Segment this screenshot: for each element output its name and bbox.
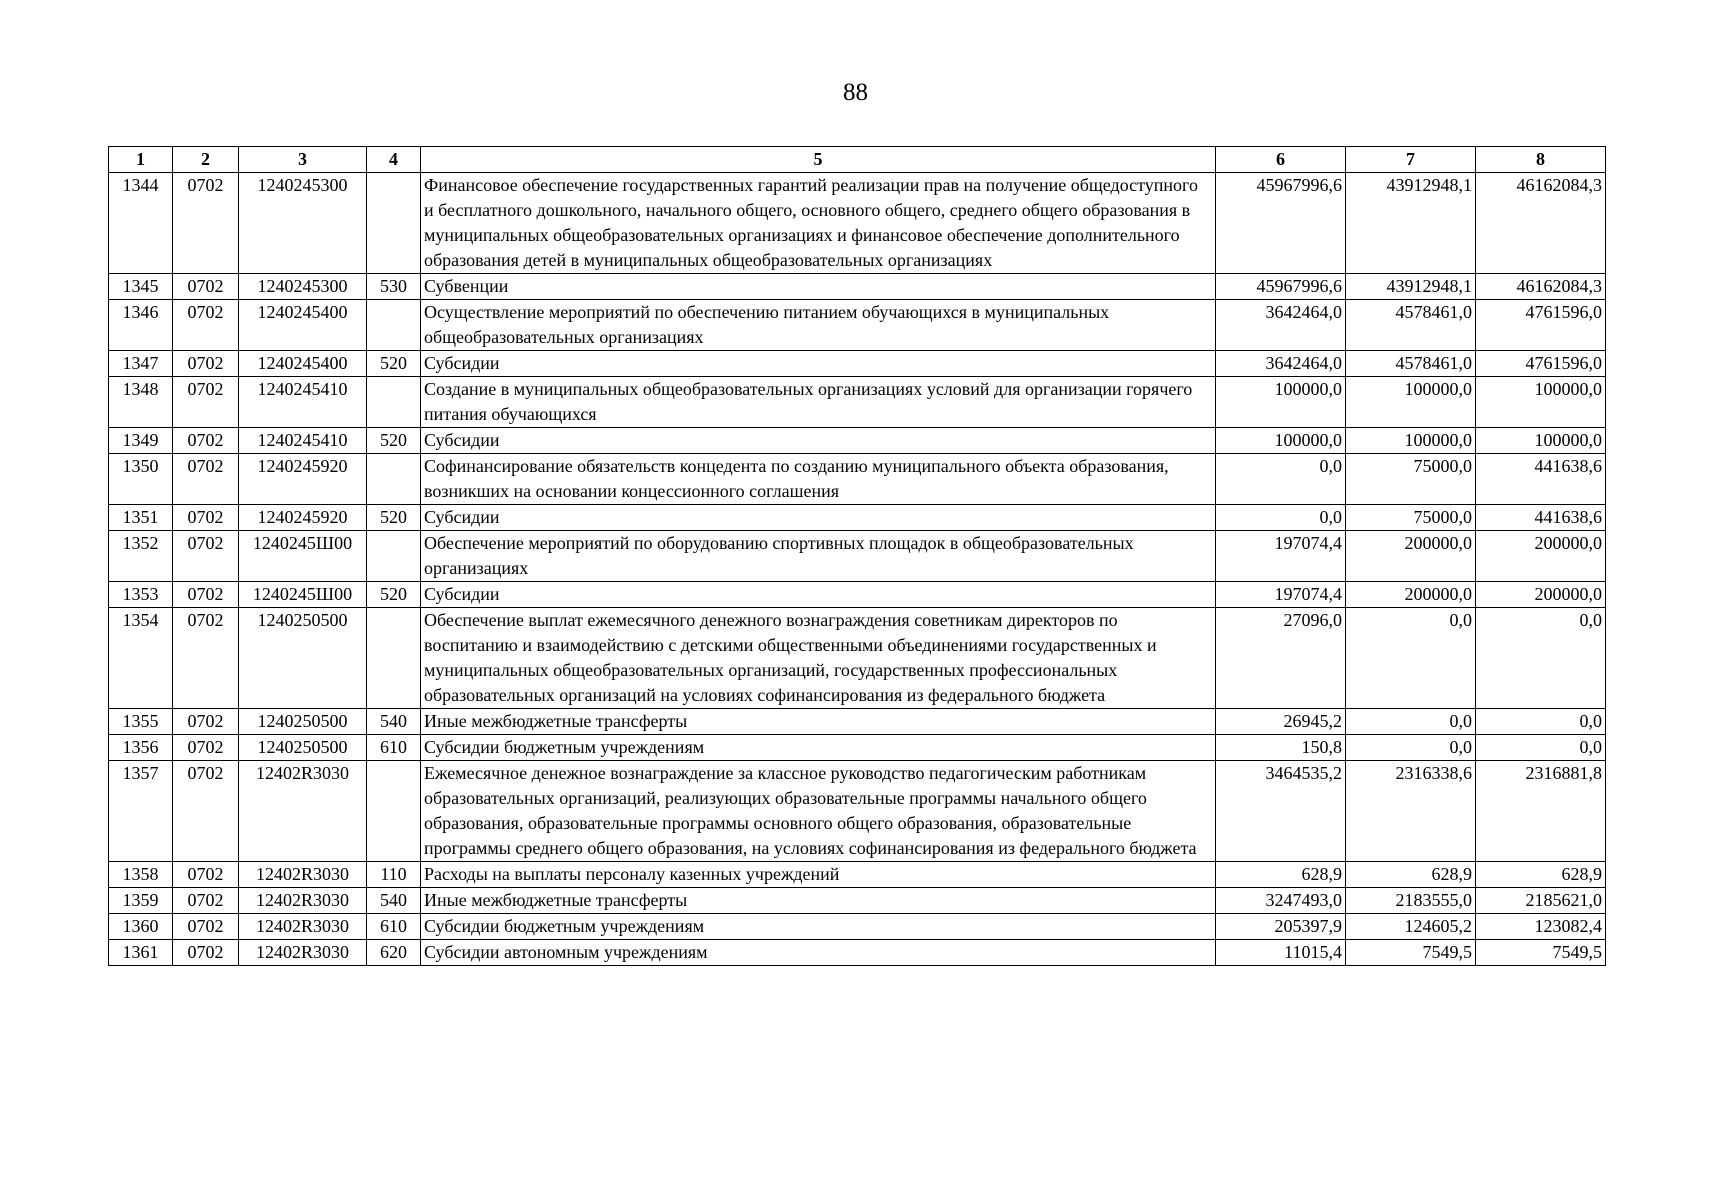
amount-col7: 100000,0 bbox=[1346, 428, 1476, 454]
row-number: 1356 bbox=[109, 735, 173, 761]
header-cell: 4 bbox=[367, 147, 421, 173]
amount-col7: 0,0 bbox=[1346, 608, 1476, 709]
amount-col8: 46162084,3 bbox=[1476, 173, 1606, 274]
target-code: 1240245300 bbox=[239, 173, 367, 274]
amount-col6: 0,0 bbox=[1216, 505, 1346, 531]
row-number: 1361 bbox=[109, 940, 173, 966]
target-code: 1240245300 bbox=[239, 274, 367, 300]
section-code: 0702 bbox=[173, 274, 239, 300]
target-code: 1240250500 bbox=[239, 709, 367, 735]
amount-col6: 3642464,0 bbox=[1216, 351, 1346, 377]
amount-col6: 205397,9 bbox=[1216, 914, 1346, 940]
target-code: 1240245410 bbox=[239, 377, 367, 428]
amount-col6: 197074,4 bbox=[1216, 531, 1346, 582]
amount-col6: 26945,2 bbox=[1216, 709, 1346, 735]
amount-col7: 124605,2 bbox=[1346, 914, 1476, 940]
amount-col6: 3464535,2 bbox=[1216, 761, 1346, 862]
header-cell: 6 bbox=[1216, 147, 1346, 173]
section-code: 0702 bbox=[173, 377, 239, 428]
page-number: 88 bbox=[843, 79, 868, 106]
amount-col8: 0,0 bbox=[1476, 608, 1606, 709]
amount-col8: 628,9 bbox=[1476, 862, 1606, 888]
amount-col6: 197074,4 bbox=[1216, 582, 1346, 608]
table-row bbox=[109, 709, 1606, 735]
row-number: 1352 bbox=[109, 531, 173, 582]
header-cell: 1 bbox=[109, 147, 173, 173]
row-number: 1355 bbox=[109, 709, 173, 735]
amount-col7: 75000,0 bbox=[1346, 454, 1476, 505]
target-code: 1240245400 bbox=[239, 351, 367, 377]
amount-col7: 2183555,0 bbox=[1346, 888, 1476, 914]
target-code: 1240245920 bbox=[239, 454, 367, 505]
section-code: 0702 bbox=[173, 454, 239, 505]
amount-col8: 0,0 bbox=[1476, 709, 1606, 735]
amount-col8: 123082,4 bbox=[1476, 914, 1606, 940]
amount-col6: 100000,0 bbox=[1216, 377, 1346, 428]
table-header-row bbox=[109, 147, 1606, 173]
row-description: Расходы на выплаты персоналу казенных учреждений bbox=[421, 862, 1216, 888]
header-cell: 5 bbox=[421, 147, 1216, 173]
target-code: 1240245410 bbox=[239, 428, 367, 454]
row-description: Иные межбюджетные трансферты bbox=[421, 888, 1216, 914]
expense-type-code: 540 bbox=[367, 709, 421, 735]
amount-col6: 0,0 bbox=[1216, 454, 1346, 505]
expense-type-code bbox=[367, 761, 421, 862]
amount-col8: 100000,0 bbox=[1476, 377, 1606, 428]
row-number: 1353 bbox=[109, 582, 173, 608]
row-description: Софинансирование обязательств концедента по созданию муниципального объекта образования, возникших на основании концессионного соглашения bbox=[421, 454, 1216, 505]
row-number: 1347 bbox=[109, 351, 173, 377]
expense-type-code bbox=[367, 300, 421, 351]
expense-type-code: 610 bbox=[367, 914, 421, 940]
amount-col8: 46162084,3 bbox=[1476, 274, 1606, 300]
amount-col7: 43912948,1 bbox=[1346, 274, 1476, 300]
row-number: 1345 bbox=[109, 274, 173, 300]
table-row bbox=[109, 940, 1606, 966]
amount-col7: 43912948,1 bbox=[1346, 173, 1476, 274]
row-description: Субсидии bbox=[421, 582, 1216, 608]
amount-col6: 11015,4 bbox=[1216, 940, 1346, 966]
section-code: 0702 bbox=[173, 608, 239, 709]
section-code: 0702 bbox=[173, 505, 239, 531]
table-row bbox=[109, 888, 1606, 914]
amount-col8: 441638,6 bbox=[1476, 454, 1606, 505]
row-description: Субсидии бюджетным учреждениям bbox=[421, 735, 1216, 761]
row-number: 1344 bbox=[109, 173, 173, 274]
target-code: 1240245920 bbox=[239, 505, 367, 531]
table-row bbox=[109, 428, 1606, 454]
section-code: 0702 bbox=[173, 300, 239, 351]
amount-col8: 2185621,0 bbox=[1476, 888, 1606, 914]
target-code: 1240245Ш00 bbox=[239, 582, 367, 608]
expense-type-code: 520 bbox=[367, 582, 421, 608]
row-description: Субсидии bbox=[421, 505, 1216, 531]
table-row bbox=[109, 377, 1606, 428]
row-description: Осуществление мероприятий по обеспечению питанием обучающихся в муниципальных общеобразовательных организациях bbox=[421, 300, 1216, 351]
row-number: 1348 bbox=[109, 377, 173, 428]
amount-col6: 45967996,6 bbox=[1216, 274, 1346, 300]
target-code: 12402R3030 bbox=[239, 888, 367, 914]
expense-type-code bbox=[367, 531, 421, 582]
row-number: 1354 bbox=[109, 608, 173, 709]
row-number: 1358 bbox=[109, 862, 173, 888]
amount-col6: 45967996,6 bbox=[1216, 173, 1346, 274]
expense-type-code bbox=[367, 173, 421, 274]
row-description: Иные межбюджетные трансферты bbox=[421, 709, 1216, 735]
amount-col6: 150,8 bbox=[1216, 735, 1346, 761]
row-description: Субвенции bbox=[421, 274, 1216, 300]
expense-type-code bbox=[367, 454, 421, 505]
row-number: 1359 bbox=[109, 888, 173, 914]
amount-col7: 0,0 bbox=[1346, 709, 1476, 735]
table-row bbox=[109, 761, 1606, 862]
expense-type-code: 110 bbox=[367, 862, 421, 888]
section-code: 0702 bbox=[173, 735, 239, 761]
table-row bbox=[109, 582, 1606, 608]
expense-type-code: 520 bbox=[367, 428, 421, 454]
section-code: 0702 bbox=[173, 531, 239, 582]
row-number: 1350 bbox=[109, 454, 173, 505]
table-row bbox=[109, 274, 1606, 300]
target-code: 12402R3030 bbox=[239, 940, 367, 966]
row-description: Субсидии автономным учреждениям bbox=[421, 940, 1216, 966]
amount-col7: 200000,0 bbox=[1346, 582, 1476, 608]
header-cell: 8 bbox=[1476, 147, 1606, 173]
table-row bbox=[109, 351, 1606, 377]
section-code: 0702 bbox=[173, 862, 239, 888]
section-code: 0702 bbox=[173, 914, 239, 940]
amount-col8: 4761596,0 bbox=[1476, 351, 1606, 377]
header-cell: 3 bbox=[239, 147, 367, 173]
amount-col8: 200000,0 bbox=[1476, 531, 1606, 582]
section-code: 0702 bbox=[173, 428, 239, 454]
section-code: 0702 bbox=[173, 351, 239, 377]
expense-type-code: 520 bbox=[367, 505, 421, 531]
amount-col8: 4761596,0 bbox=[1476, 300, 1606, 351]
section-code: 0702 bbox=[173, 709, 239, 735]
table-row bbox=[109, 608, 1606, 709]
expense-type-code bbox=[367, 608, 421, 709]
row-description: Финансовое обеспечение государственных гарантий реализации прав на получение общедоступного и бесплатного дошкольного, начального общего, основного общего, среднего общего образования в муниципальных общеобразовательных организациях и финансовое обеспечение дополнительного образования детей в муниципальных общеобразовательных организациях bbox=[421, 173, 1216, 274]
section-code: 0702 bbox=[173, 940, 239, 966]
row-description: Субсидии бюджетным учреждениям bbox=[421, 914, 1216, 940]
section-code: 0702 bbox=[173, 173, 239, 274]
row-number: 1357 bbox=[109, 761, 173, 862]
target-code: 12402R3030 bbox=[239, 862, 367, 888]
amount-col7: 75000,0 bbox=[1346, 505, 1476, 531]
expense-type-code bbox=[367, 377, 421, 428]
header-cell: 7 bbox=[1346, 147, 1476, 173]
target-code: 1240250500 bbox=[239, 608, 367, 709]
amount-col6: 3247493,0 bbox=[1216, 888, 1346, 914]
row-description: Обеспечение мероприятий по оборудованию спортивных площадок в общеобразовательных организациях bbox=[421, 531, 1216, 582]
budget-table bbox=[108, 146, 1606, 966]
expense-type-code: 520 bbox=[367, 351, 421, 377]
target-code: 1240245400 bbox=[239, 300, 367, 351]
amount-col7: 0,0 bbox=[1346, 735, 1476, 761]
row-number: 1346 bbox=[109, 300, 173, 351]
row-description: Создание в муниципальных общеобразовательных организациях условий для организации горячего питания обучающихся bbox=[421, 377, 1216, 428]
table-row bbox=[109, 454, 1606, 505]
table-body bbox=[109, 173, 1606, 966]
amount-col8: 441638,6 bbox=[1476, 505, 1606, 531]
expense-type-code: 540 bbox=[367, 888, 421, 914]
expense-type-code: 610 bbox=[367, 735, 421, 761]
table-row bbox=[109, 173, 1606, 274]
amount-col7: 4578461,0 bbox=[1346, 351, 1476, 377]
amount-col7: 7549,5 bbox=[1346, 940, 1476, 966]
target-code: 1240250500 bbox=[239, 735, 367, 761]
table-row bbox=[109, 505, 1606, 531]
expense-type-code: 620 bbox=[367, 940, 421, 966]
amount-col6: 100000,0 bbox=[1216, 428, 1346, 454]
table-row bbox=[109, 531, 1606, 582]
table-row bbox=[109, 735, 1606, 761]
section-code: 0702 bbox=[173, 888, 239, 914]
row-number: 1351 bbox=[109, 505, 173, 531]
section-code: 0702 bbox=[173, 761, 239, 862]
amount-col8: 100000,0 bbox=[1476, 428, 1606, 454]
target-code: 12402R3030 bbox=[239, 761, 367, 862]
amount-col7: 628,9 bbox=[1346, 862, 1476, 888]
row-description: Ежемесячное денежное вознаграждение за классное руководство педагогическим работникам образовательных организаций, реализующих образовательные программы начального общего образования, образовательные программы основного общего образования, образовательные программы среднего общего образования, на условиях софинансирования из федерального бюджета bbox=[421, 761, 1216, 862]
row-description: Обеспечение выплат ежемесячного денежного вознаграждения советникам директоров по воспитанию и взаимодействию с детскими общественными объединениями государственных и муниципальных общеобразовательных организаций, государственных профессиональных образовательных организаций на условиях софинансирования из федерального бюджета bbox=[421, 608, 1216, 709]
expense-type-code: 530 bbox=[367, 274, 421, 300]
amount-col7: 200000,0 bbox=[1346, 531, 1476, 582]
table-row bbox=[109, 862, 1606, 888]
table-row bbox=[109, 300, 1606, 351]
table-row bbox=[109, 914, 1606, 940]
amount-col8: 0,0 bbox=[1476, 735, 1606, 761]
amount-col6: 628,9 bbox=[1216, 862, 1346, 888]
amount-col7: 4578461,0 bbox=[1346, 300, 1476, 351]
amount-col6: 27096,0 bbox=[1216, 608, 1346, 709]
header-cell: 2 bbox=[173, 147, 239, 173]
target-code: 1240245Ш00 bbox=[239, 531, 367, 582]
amount-col7: 2316338,6 bbox=[1346, 761, 1476, 862]
amount-col8: 7549,5 bbox=[1476, 940, 1606, 966]
amount-col8: 2316881,8 bbox=[1476, 761, 1606, 862]
amount-col8: 200000,0 bbox=[1476, 582, 1606, 608]
row-number: 1349 bbox=[109, 428, 173, 454]
section-code: 0702 bbox=[173, 582, 239, 608]
row-description: Субсидии bbox=[421, 351, 1216, 377]
amount-col6: 3642464,0 bbox=[1216, 300, 1346, 351]
row-number: 1360 bbox=[109, 914, 173, 940]
target-code: 12402R3030 bbox=[239, 914, 367, 940]
row-description: Субсидии bbox=[421, 428, 1216, 454]
amount-col7: 100000,0 bbox=[1346, 377, 1476, 428]
